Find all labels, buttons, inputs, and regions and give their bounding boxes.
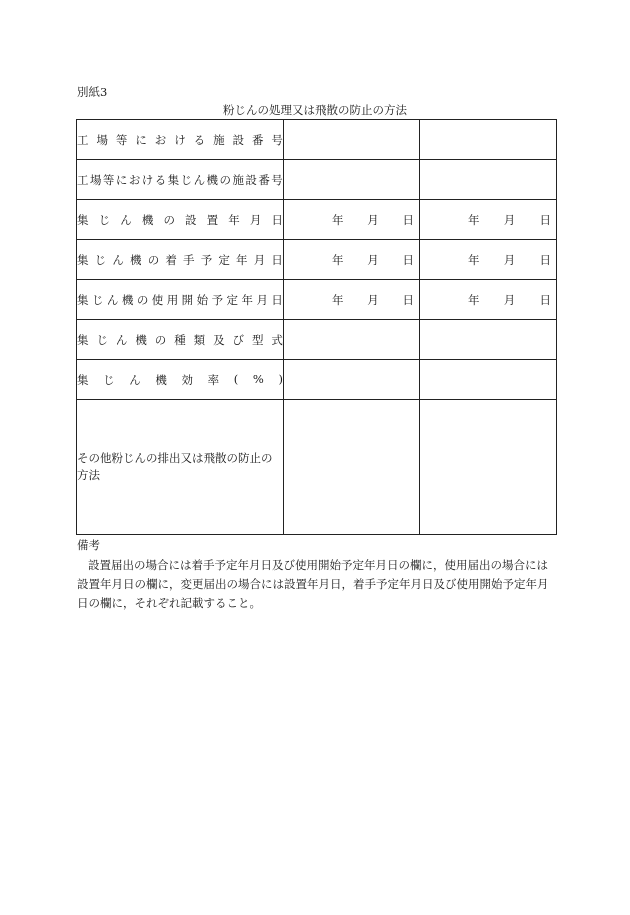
document-label: 別紙3 (77, 85, 108, 99)
table-row (77, 160, 557, 200)
entry-cell[interactable] (284, 360, 420, 400)
entry-cell[interactable] (420, 240, 557, 280)
entry-cell[interactable] (284, 280, 420, 320)
row-label: 集 じ ん 機 効 率 ( % ) (77, 371, 283, 387)
date-year-label: 年 (468, 292, 480, 307)
date-day-label: 日 (402, 212, 414, 227)
row-label-cell (77, 240, 284, 280)
date-day-label: 日 (539, 212, 551, 227)
date-day-label: 日 (539, 252, 551, 267)
entry-cell[interactable] (420, 120, 557, 160)
row-label: 工 場 等 に お け る 施 設 番 号 (77, 132, 283, 147)
row-label: 工 場 等 に お け る 集 じ ん 機 の 施 設 番 号 (77, 172, 283, 187)
entry-cell[interactable] (284, 320, 420, 360)
date-month-label: 月 (503, 292, 516, 307)
notes-heading: 備考 (77, 538, 100, 552)
entry-cell[interactable] (284, 120, 420, 160)
date-day-label: 日 (402, 252, 414, 267)
entry-cell[interactable] (284, 400, 420, 535)
table-row (77, 120, 557, 160)
entry-cell[interactable] (420, 280, 557, 320)
date-day-label: 日 (539, 292, 551, 307)
date-month-label: 月 (367, 212, 379, 227)
table-row (77, 400, 557, 535)
date-field (284, 252, 419, 268)
date-field (420, 252, 556, 268)
row-label-cell (77, 320, 284, 360)
entry-cell[interactable] (284, 240, 420, 280)
entry-cell[interactable] (284, 200, 420, 240)
row-label: 集 じ ん 機 の 使 用 開 始 予 定 年 月 日 (77, 292, 283, 307)
row-label-cell (77, 360, 284, 400)
table-row (77, 360, 557, 400)
row-label: 集 じ ん 機 の 着 手 予 定 年 月 日 (77, 252, 283, 267)
date-field (284, 212, 419, 228)
entry-cell[interactable] (420, 160, 557, 200)
row-label: その他粉じんの排出又は飛散の防止の方法 (77, 451, 273, 482)
table-row (77, 320, 557, 360)
row-label-cell (77, 120, 284, 160)
entry-cell[interactable] (420, 200, 557, 240)
table-row (77, 200, 557, 240)
row-label: 集 じ ん 機 の 種 類 及 び 型 式 (77, 332, 283, 347)
entry-cell[interactable] (420, 400, 557, 535)
form-title: 粉じんの処理又は飛散の防止の方法 (223, 103, 407, 117)
date-year-label: 年 (332, 212, 344, 227)
table-row (77, 280, 557, 320)
row-label-cell (77, 160, 284, 200)
date-year-label: 年 (332, 252, 344, 267)
row-label-cell (77, 400, 284, 535)
date-month-label: 月 (367, 292, 379, 307)
date-month-label: 月 (503, 212, 516, 227)
date-year-label: 年 (468, 252, 480, 267)
entry-cell[interactable] (420, 360, 557, 400)
row-label-cell (77, 200, 284, 240)
entry-cell[interactable] (420, 320, 557, 360)
date-day-label: 日 (402, 292, 414, 307)
entry-cell[interactable] (284, 160, 420, 200)
date-year-label: 年 (332, 292, 344, 307)
date-year-label: 年 (468, 212, 480, 227)
row-label: 集 じ ん 機 の 設 置 年 月 日 (77, 212, 283, 227)
row-label-cell (77, 280, 284, 320)
form-table (76, 119, 557, 535)
notes-text: 設置届出の場合には着手予定年月日及び使用開始予定年月日の欄に，使用届出の場合には設置年月日の欄に，変更届出の場合には設置年月日，着手予定年月日及び使用開始予定年月日の欄に，それぞれ記載すること。 (77, 558, 549, 610)
date-field (420, 212, 556, 228)
date-month-label: 月 (367, 252, 379, 267)
date-field (420, 292, 556, 308)
table-row (77, 240, 557, 280)
date-month-label: 月 (503, 252, 516, 267)
date-field (284, 292, 419, 308)
